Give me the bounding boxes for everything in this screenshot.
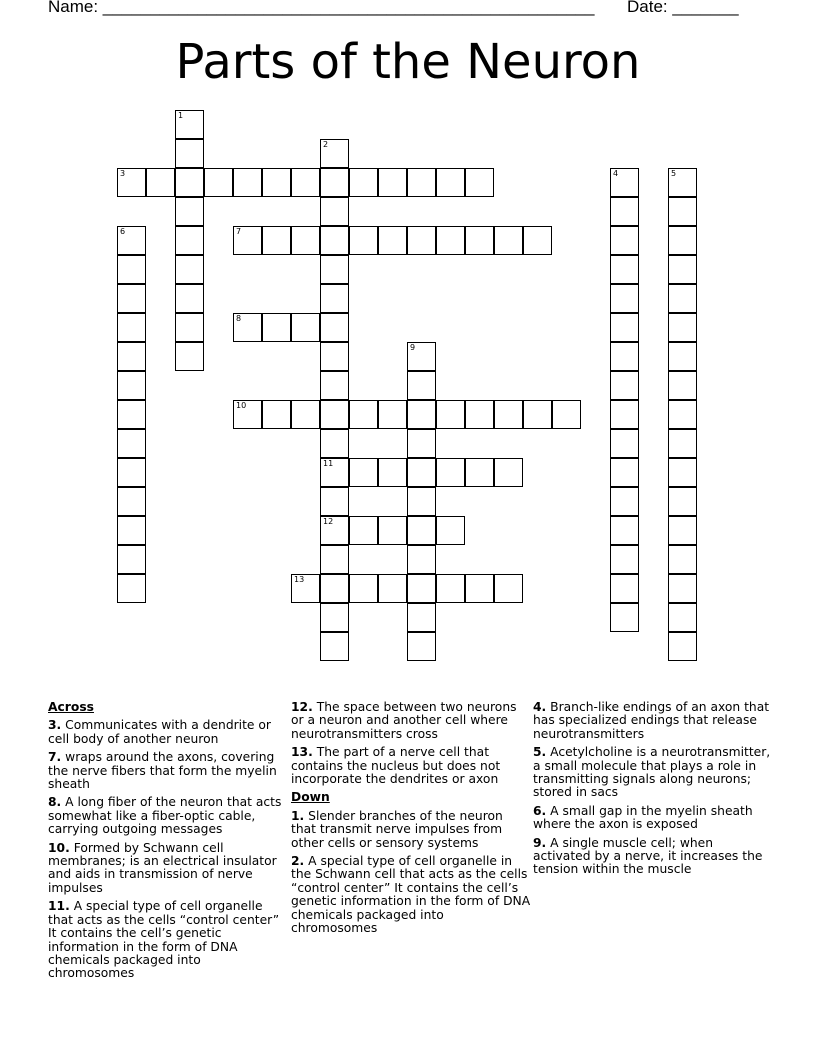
grid-cell[interactable] (175, 342, 204, 371)
grid-cell[interactable] (117, 429, 146, 458)
grid-cell[interactable] (407, 487, 436, 516)
grid-cell[interactable] (378, 400, 407, 429)
grid-cell[interactable] (668, 342, 697, 371)
grid-cell[interactable] (668, 516, 697, 545)
grid-cell[interactable] (436, 574, 465, 603)
grid-cell[interactable] (117, 342, 146, 371)
grid-cell[interactable] (494, 400, 523, 429)
clue-across-13: 13. The part of a nerve cell that contains the nucleus but does not incorporate the dendrites or axon (291, 745, 501, 787)
grid-cell[interactable] (407, 632, 436, 661)
grid-cell[interactable] (320, 226, 349, 255)
grid-cell[interactable] (436, 168, 465, 197)
clue-column-1 (48, 701, 288, 986)
grid-cell[interactable] (668, 255, 697, 284)
grid-cell[interactable] (349, 400, 378, 429)
grid-cell[interactable] (668, 545, 697, 574)
grid-cell[interactable] (610, 603, 639, 632)
grid-cell[interactable] (668, 458, 697, 487)
clue-across-11: 11. A special type of cell organelle that acts as the cells “control center” It contains the cell’s genetic information in the form of DNA chemicals packaged into chromosomes (48, 899, 280, 981)
grid-cell[interactable] (320, 429, 349, 458)
grid-cell[interactable] (668, 574, 697, 603)
clue-number: 13 (294, 575, 305, 584)
clue-number: 7 (236, 227, 242, 236)
grid-cell[interactable] (407, 574, 436, 603)
grid-cell[interactable] (320, 342, 349, 371)
grid-cell[interactable] (320, 197, 349, 226)
grid-cell[interactable] (320, 458, 349, 487)
clue-down-9: 9. A single muscle cell; when activated by a nerve, it increases the tension within the muscle (533, 835, 763, 877)
grid-cell[interactable] (610, 226, 639, 255)
grid-cell[interactable] (291, 226, 320, 255)
grid-cell[interactable] (494, 574, 523, 603)
clue-number: 10 (236, 401, 247, 410)
grid-cell[interactable] (494, 226, 523, 255)
clue-down-4: 4. Branch-like endings of an axon that has specialized endings that release neurotransmitters (533, 700, 770, 741)
grid-cell[interactable] (465, 168, 494, 197)
clue-number: 3 (120, 169, 126, 178)
grid-cell[interactable] (291, 168, 320, 197)
grid-cell[interactable] (320, 574, 349, 603)
grid-cell[interactable] (407, 371, 436, 400)
clue-number: 1 (178, 111, 184, 120)
clue-number: 8 (236, 314, 242, 323)
grid-cell[interactable] (233, 226, 262, 255)
grid-cell[interactable] (291, 574, 320, 603)
grid-cell[interactable] (262, 226, 291, 255)
grid-cell[interactable] (610, 458, 639, 487)
grid-cell[interactable] (117, 545, 146, 574)
grid-cell[interactable] (378, 458, 407, 487)
grid-cell[interactable] (320, 168, 349, 197)
grid-cell[interactable] (175, 226, 204, 255)
grid-cell[interactable] (349, 226, 378, 255)
grid-cell[interactable] (117, 284, 146, 313)
grid-cell[interactable] (262, 400, 291, 429)
grid-cell[interactable] (407, 458, 436, 487)
grid-cell[interactable] (320, 487, 349, 516)
grid-cell[interactable] (407, 516, 436, 545)
grid-cell[interactable] (465, 458, 494, 487)
grid-cell[interactable] (117, 168, 146, 197)
grid-cell[interactable] (117, 226, 146, 255)
grid-cell[interactable] (349, 168, 378, 197)
grid-cell[interactable] (610, 516, 639, 545)
grid-cell[interactable] (320, 632, 349, 661)
grid-cell[interactable] (407, 342, 436, 371)
grid-cell[interactable] (668, 371, 697, 400)
grid-cell[interactable] (610, 487, 639, 516)
grid-cell[interactable] (320, 255, 349, 284)
clue-across-12: 12. The space between two neurons or a neuron and another cell where neurotransmitters cross (291, 700, 517, 741)
grid-cell[interactable] (117, 371, 146, 400)
clue-across-8: 8. A long fiber of the neuron that acts somewhat like a fiber-optic cable, carrying outgoing messages (48, 795, 282, 837)
grid-cell[interactable] (407, 545, 436, 574)
grid-cell[interactable] (407, 400, 436, 429)
grid-cell[interactable] (610, 400, 639, 429)
grid-cell[interactable] (668, 284, 697, 313)
grid-cell[interactable] (523, 226, 552, 255)
grid-cell[interactable] (117, 574, 146, 603)
grid-cell[interactable] (436, 400, 465, 429)
grid-cell[interactable] (407, 168, 436, 197)
date-field[interactable]: Date: _______ (627, 0, 739, 16)
grid-cell[interactable] (465, 226, 494, 255)
grid-cell[interactable] (668, 400, 697, 429)
grid-cell[interactable] (610, 255, 639, 284)
grid-cell[interactable] (117, 313, 146, 342)
grid-cell[interactable] (436, 226, 465, 255)
clue-number: 9 (410, 343, 416, 352)
grid-cell[interactable] (407, 429, 436, 458)
grid-cell[interactable] (668, 197, 697, 226)
grid-cell[interactable] (349, 458, 378, 487)
grid-cell[interactable] (465, 400, 494, 429)
grid-cell[interactable] (233, 400, 262, 429)
grid-cell[interactable] (610, 284, 639, 313)
grid-cell[interactable] (668, 487, 697, 516)
down-heading: Down (291, 790, 330, 805)
grid-cell[interactable] (349, 516, 378, 545)
grid-cell[interactable] (407, 226, 436, 255)
grid-cell[interactable] (465, 574, 494, 603)
clue-column-2 (291, 701, 531, 941)
grid-cell[interactable] (668, 632, 697, 661)
grid-cell[interactable] (610, 545, 639, 574)
grid-cell[interactable] (436, 458, 465, 487)
grid-cell[interactable] (117, 255, 146, 284)
grid-cell[interactable] (320, 139, 349, 168)
clue-across-10: 10. Formed by Schwann cell membranes; is an electrical insulator and aids in transmission of nerve impulses (48, 840, 277, 895)
grid-cell[interactable] (175, 313, 204, 342)
grid-cell[interactable] (668, 313, 697, 342)
grid-cell[interactable] (320, 545, 349, 574)
grid-cell[interactable] (494, 458, 523, 487)
grid-cell[interactable] (175, 284, 204, 313)
grid-cell[interactable] (175, 110, 204, 139)
clue-number: 6 (120, 227, 126, 236)
grid-cell[interactable] (668, 429, 697, 458)
grid-cell[interactable] (407, 603, 436, 632)
clue-down-2: 2. A special type of cell organelle in the Schwann cell that acts as the cells “control center” It contains the cell’s genetic information in the form of DNA chemicals packaged into chromosomes (291, 854, 531, 936)
grid-cell[interactable] (175, 255, 204, 284)
grid-cell[interactable] (320, 313, 349, 342)
grid-cell[interactable] (117, 458, 146, 487)
grid-cell[interactable] (610, 574, 639, 603)
grid-cell[interactable] (320, 603, 349, 632)
grid-cell[interactable] (117, 487, 146, 516)
clue-down-5: 5. Acetylcholine is a neurotransmitter, a small molecule that plays a role in transmitting signals along neurons; stored in sacs (533, 745, 771, 800)
grid-cell[interactable] (378, 168, 407, 197)
grid-cell[interactable] (204, 168, 233, 197)
grid-cell[interactable] (378, 516, 407, 545)
clue-down-1: 1. Slender branches of the neuron that transmit nerve impulses from other cells or sensory systems (291, 808, 503, 850)
grid-cell[interactable] (552, 400, 581, 429)
clue-column-3 (533, 701, 773, 882)
grid-cell[interactable] (610, 197, 639, 226)
grid-cell[interactable] (668, 226, 697, 255)
clue-number: 12 (323, 517, 334, 526)
grid-cell[interactable] (610, 313, 639, 342)
grid-cell[interactable] (610, 342, 639, 371)
clue-across-3: 3. Communicates with a dendrite or cell body of another neuron (48, 718, 271, 746)
grid-cell[interactable] (175, 139, 204, 168)
grid-cell[interactable] (668, 168, 697, 197)
grid-cell[interactable] (523, 400, 552, 429)
clue-number: 5 (671, 169, 677, 178)
across-heading: Across (48, 700, 94, 714)
grid-cell[interactable] (291, 313, 320, 342)
grid-cell[interactable] (175, 197, 204, 226)
grid-cell[interactable] (146, 168, 175, 197)
grid-cell[interactable] (610, 429, 639, 458)
clue-down-6: 6. A small gap in the myelin sheath where the axon is exposed (533, 803, 753, 832)
grid-cell[interactable] (262, 168, 291, 197)
clue-number: 4 (613, 169, 619, 178)
grid-cell[interactable] (610, 371, 639, 400)
grid-cell[interactable] (117, 516, 146, 545)
grid-cell[interactable] (320, 371, 349, 400)
clue-number: 11 (323, 459, 334, 468)
grid-cell[interactable] (320, 516, 349, 545)
grid-cell[interactable] (378, 574, 407, 603)
clue-number: 2 (323, 140, 329, 149)
puzzle-title: Parts of the Neuron (175, 34, 641, 90)
grid-cell[interactable] (262, 313, 291, 342)
name-field[interactable]: Name: ____________________________________________________ (48, 0, 595, 16)
grid-cell[interactable] (233, 168, 262, 197)
grid-cell[interactable] (320, 400, 349, 429)
grid-cell[interactable] (349, 574, 378, 603)
grid-cell[interactable] (117, 400, 146, 429)
grid-cell[interactable] (175, 168, 204, 197)
grid-cell[interactable] (233, 313, 262, 342)
grid-cell[interactable] (668, 603, 697, 632)
grid-cell[interactable] (320, 284, 349, 313)
grid-cell[interactable] (378, 226, 407, 255)
grid-cell[interactable] (436, 516, 465, 545)
grid-cell[interactable] (291, 400, 320, 429)
grid-cell[interactable] (610, 168, 639, 197)
clue-across-7: 7. wraps around the axons, covering the nerve fibers that form the myelin sheath (48, 750, 277, 792)
